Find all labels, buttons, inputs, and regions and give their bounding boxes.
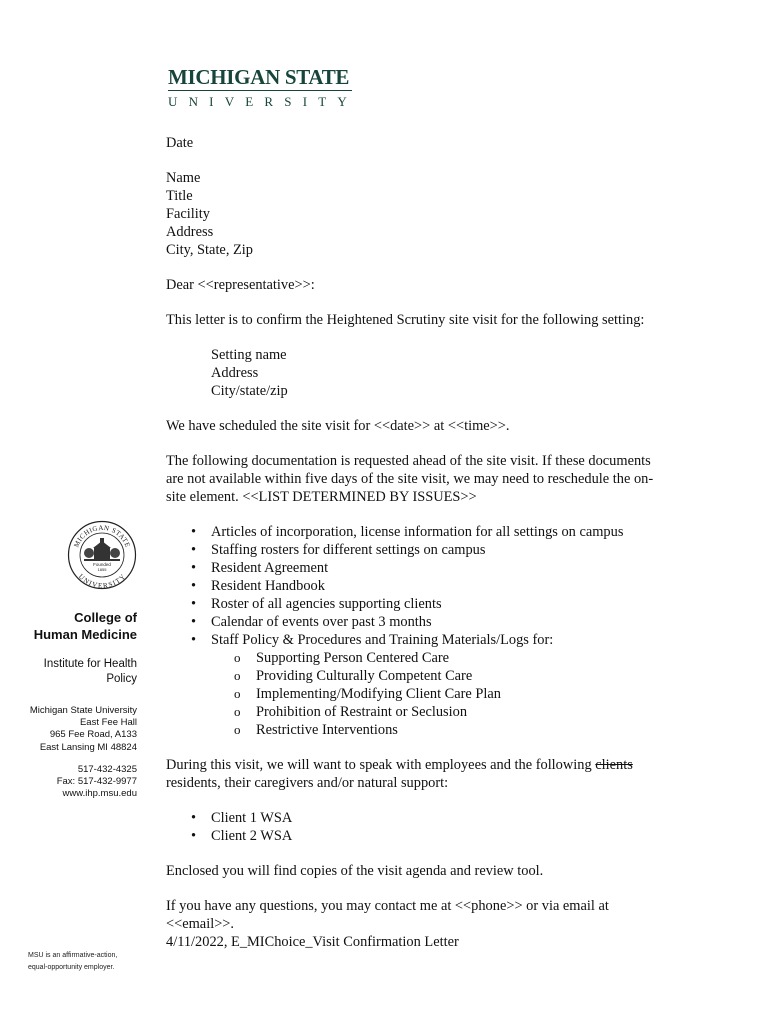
list-item: • Client 1 WSA: [211, 809, 686, 827]
seal-year: 1855: [97, 567, 107, 572]
sub-list-item: o Implementing/Modifying Client Care Plan: [256, 685, 686, 703]
recipient-line: Title: [166, 188, 193, 204]
documentation-request: [166, 452, 686, 506]
address-line: East Fee Hall: [79, 717, 137, 729]
svg-text:UNIVERSITY: [77, 573, 127, 590]
college-name: [0, 609, 137, 643]
contact-paragraph: [166, 897, 686, 933]
visit-intro-text: During this visit, we will want to speak with employees and the following: [166, 757, 592, 773]
eoe-line-2: equal-opportunity employer.: [28, 964, 115, 971]
visit-paragraph: [166, 756, 686, 792]
eoe-statement: [28, 950, 117, 974]
visit-line-1: [166, 756, 686, 774]
sub-list-item: o Prohibition of Restraint or Seclusion: [256, 703, 686, 721]
address-line: East Lansing MI 48824: [39, 741, 137, 753]
eoe-line-1: MSU is an affirmative-action,: [28, 952, 118, 959]
sub-list-item: o Restrictive Interventions: [256, 721, 686, 739]
address-line: 965 Fee Road, A133: [49, 729, 137, 741]
phone-number: 517-432-4325: [77, 764, 137, 775]
clients-list: [166, 809, 686, 845]
setting-block: [211, 346, 686, 400]
sub-list-item: o Providing Culturally Competent Care: [256, 667, 686, 685]
setting-line: Address: [211, 365, 259, 381]
seal-ring-top: MICHIGAN STATE: [72, 523, 132, 549]
training-topics-list: [211, 649, 686, 739]
setting-line: City/state/zip: [211, 383, 288, 399]
msu-logo: [168, 65, 358, 110]
list-item: • Resident Agreement: [211, 559, 686, 577]
list-item: • Calendar of events over past 3 months: [211, 613, 686, 631]
institute-name: [0, 657, 137, 687]
address-line: Michigan State University: [29, 705, 137, 716]
letter-body: [166, 134, 686, 951]
college-line-2: Human Medicine: [33, 627, 137, 642]
sidebar-contact: [0, 764, 137, 801]
list-item: • Client 2 WSA: [211, 827, 686, 845]
sidebar-address: [0, 705, 137, 754]
contact-line-1: If you have any questions, you may contact me at <<phone>> or via email at: [166, 898, 609, 914]
fax-number: Fax: 517-432-9977: [56, 776, 137, 788]
visit-line-2: residents, their caregivers and/or natural support:: [166, 775, 449, 791]
recipient-line: City, State, Zip: [166, 242, 254, 258]
intro-paragraph: This letter is to confirm the Heightened Scrutiny site visit for the following setting:: [166, 312, 645, 328]
seal-founded: Founded: [93, 562, 111, 567]
footer-line: 4/11/2022, E_MIChoice_Visit Confirmation Letter: [166, 934, 459, 950]
list-item: • Articles of incorporation, license information for all settings on campus: [211, 523, 686, 541]
schedule-paragraph: We have scheduled the site visit for <<date>> at <<time>>.: [166, 418, 510, 434]
list-item: • Resident Handbook: [211, 577, 686, 595]
logo-wordmark-top: MICHIGAN STATE: [168, 65, 350, 89]
setting-line: Setting name: [211, 347, 287, 363]
request-line: site element. <<LIST DETERMINED BY ISSUES>>: [166, 489, 477, 505]
institute-line-1: Institute for Health: [43, 658, 137, 670]
recipient-line: Facility: [166, 206, 210, 222]
list-item: • Staffing rosters for different settings on campus: [211, 541, 686, 559]
list-item-with-sublist: [211, 631, 686, 739]
request-line: are not available within five days of the site visit, we may need to reschedule the on-: [166, 471, 654, 487]
list-item-label: Staff Policy & Procedures and Training Materials/Logs for:: [211, 632, 554, 648]
list-item: • Roster of all agencies supporting clients: [211, 595, 686, 613]
sub-list-item: o Supporting Person Centered Care: [256, 649, 686, 667]
contact-line-2: <<email>>.: [166, 916, 235, 932]
logo-rule: [168, 90, 352, 91]
recipient-line: Name: [166, 170, 201, 186]
college-line-1: College of: [74, 610, 137, 625]
letter-date: Date: [166, 135, 194, 151]
enclosed-paragraph: Enclosed you will find copies of the visit agenda and review tool.: [166, 863, 544, 879]
msu-seal-icon: [67, 520, 137, 590]
logo-wordmark-bottom: UNIVERSITY: [168, 94, 358, 109]
website-link[interactable]: www.ihp.msu.edu: [62, 788, 137, 800]
salutation: Dear <<representative>>:: [166, 277, 315, 293]
recipient-block: [166, 169, 686, 259]
documents-list: [166, 523, 686, 739]
seal-ring-bottom: UNIVERSITY: [76, 572, 128, 590]
struck-word: clients: [595, 757, 633, 773]
request-line: The following documentation is requested ahead of the site visit. If these documents: [166, 453, 651, 469]
institute-line-2: Policy: [106, 673, 137, 685]
recipient-line: Address: [166, 224, 214, 240]
